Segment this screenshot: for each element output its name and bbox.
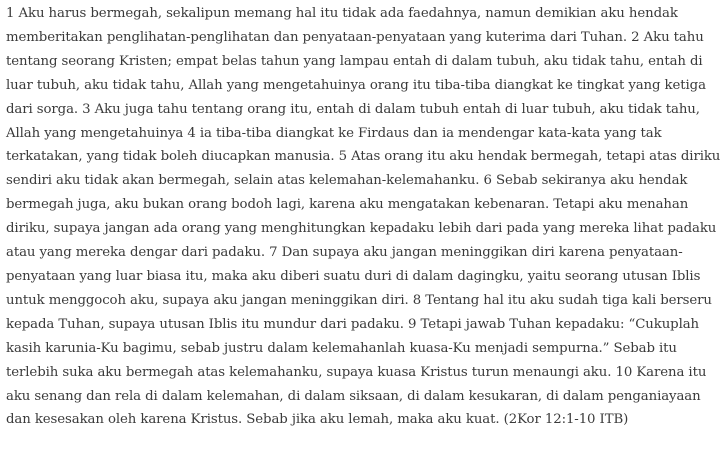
passage-line: kasih karunia-Ku bagimu, sebab justru dalam kelemahanlah kuasa-Ku menjadi sempurna.” Sebab itu [6,340,677,356]
passage-line: kepada Tuhan, supaya utusan Iblis itu mundur dari padaku. 9 Tetapi jawab Tuhan kepadaku: “Cukuplah [6,316,700,332]
passage-line: 1 Aku harus bermegah, sekalipun memang hal itu tidak ada faedahnya, namun demikian aku hendak [6,6,678,21]
passage-line: luar tubuh, aku tidak tahu, Allah yang mengetahuinya orang itu tiba-tiba diangkat ke tingkat yang ketiga [6,77,706,93]
passage-line: memberitakan penglihatan-penglihatan dan penyataan-penyataan yang kuterima dari Tuhan. 2 Aku tahu [6,29,704,45]
passage-line: sendiri aku tidak akan bermegah, selain atas kelemahan-kelemahanku. 6 Sebab sekiranya aku hendak [6,173,688,189]
passage-line: bermegah juga, aku bukan orang bodoh lagi, karena aku mengatakan kebenaran. Tetapi aku menahan [6,197,689,213]
passage-line: terkatakan, yang tidak boleh diucapkan manusia. 5 Atas orang itu aku hendak bermegah, tetapi atas diriku [6,149,721,165]
passage-line: terlebih suka aku bermegah atas kelemahanku, supaya kuasa Kristus turun menaungi aku. 10 Karena itu [6,364,707,380]
passage-line: dan kesesakan oleh karena Kristus. Sebab jika aku lemah, maka aku kuat. (2Kor 12:1-10 ITB) [6,412,629,428]
passage-line: Allah yang mengetahuinya 4 ia tiba-tiba diangkat ke Firdaus dan ia mendengar kata-kata yang tak [6,125,662,141]
passage-line: tentang seorang Kristen; empat belas tahun yang lampau entah di dalam tubuh, aku tidak tahu, entah di [6,53,703,69]
passage-line: atau yang mereka dengar dari padaku. 7 Dan supaya aku jangan meninggikan diri karena penyataan- [6,245,683,261]
passage-line: dari sorga. 3 Aku juga tahu tentang orang itu, entah di dalam tubuh entah di luar tubuh, aku tidak tahu, [6,101,700,117]
passage-line: untuk menggocoh aku, supaya aku jangan meninggikan diri. 8 Tentang hal itu aku sudah tiga kali berseru [6,292,712,308]
passage-line: penyataan yang luar biasa itu, maka aku diberi suatu duri di dalam dagingku, yaitu seorang utusan Iblis [6,268,701,284]
passage-line: diriku, supaya jangan ada orang yang menghitungkan kepadaku lebih dari pada yang mereka lihat padaku [6,221,717,237]
passage-line: aku senang dan rela di dalam kelemahan, di dalam siksaan, di dalam kesukaran, di dalam penganiayaan [6,388,701,404]
scripture-passage [6,2,722,432]
